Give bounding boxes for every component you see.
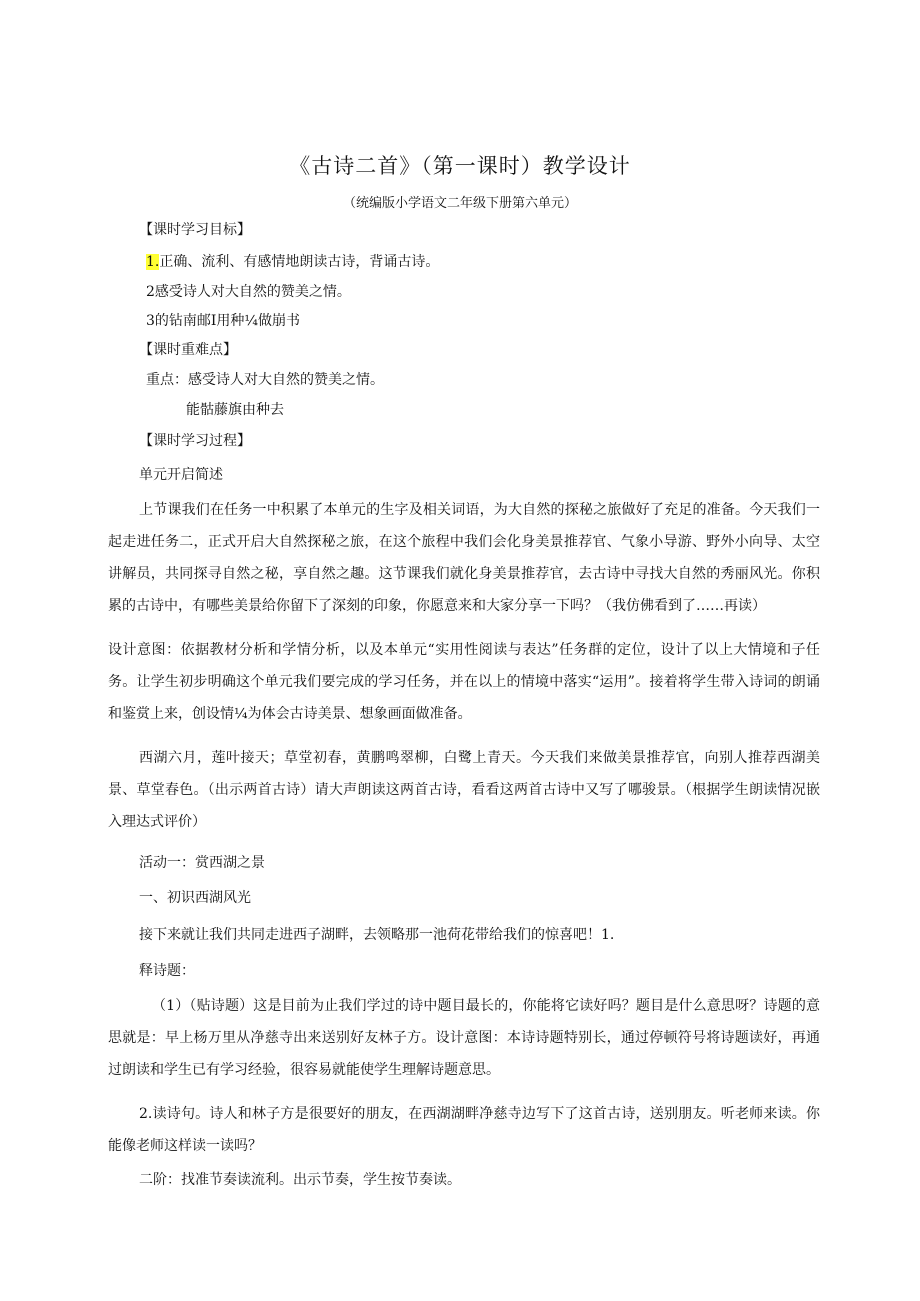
paragraph-5: （1）（贴诗题）这是目前为止我们学过的诗中题目最长的，你能将它读好吗？题目是什么意思呀？诗题的意思就是：早上杨万里从净慈寺出来送别好友林子方。设计意图：本诗诗题特别长，通过停顿符号将诗题读好，再通过朗读和学生已有学习经验，很容易就能使学生理解诗题意思。 (108, 998, 820, 1078)
paragraph-1: 上节课我们在任务一中积累了本单元的生字及相关词语，为大自然的探秘之旅做好了充足的准备。今天我们一起走进任务二，正式开启大自然探秘之旅，在这个旅程中我们会化身美景推荐官、气象小导游、野外小向导、太空讲解员，共同探寻自然之秘，享自然之趣。这节课我们就化身美景推荐官，去古诗中寻找大自然的秀丽风光。你积累的古诗中，有哪些美景给你留下了深刻的印象，你愿意来和大家分享一下吗？（我仿佛看到了……再读） (108, 502, 820, 614)
goal-1-text: 正确、流利、有感情地朗读古诗，背诵古诗。 (159, 254, 440, 270)
paragraph-7: 二阶：找准节奏读流利。出示节奏，学生按节奏读。 (139, 1172, 461, 1188)
paragraph-4: 接下来就让我们共同走进西子湖畔，去领略那一池荷花带给我们的惊喜吧！1. (139, 927, 615, 943)
paragraph-3: 西湖六月，莲叶接天；草堂初春，黄鹏鸣翠柳，白鹭上青天。今天我们来做美景推荐官，向别人推荐西湖美景、草堂春色。（出示两首古诗）请大声朗读这两首古诗，看看这两首古诗中又写了哪骏景。（根据学生朗读情况嵌入理达式评价） (108, 750, 820, 830)
unit-intro-heading: 单元开启简述 (139, 467, 223, 483)
section-heading-process: 【课时学习过程】 (139, 433, 251, 449)
goal-item-1 (146, 252, 439, 272)
highlighted-number: 1. (146, 254, 160, 270)
goal-item-2: 2感受诗人对大自然的赞美之情。 (146, 284, 351, 300)
keypoint-2: 能骷藤旗由种去 (186, 402, 284, 418)
keypoint-1: 重点：感受诗人对大自然的赞美之情。 (146, 372, 384, 388)
interpret-title-heading: 释诗题： (139, 963, 195, 979)
paragraph-6: 2.读诗句。诗人和林子方是很要好的朋友，在西湖湖畔净慈寺边写下了这首古诗，送别朋友。听老师来读。你能像老师这样读一读吗？ (108, 1106, 820, 1154)
step-1-heading: 一、初识西湖风光 (139, 890, 251, 906)
goal-item-3: 3的钻南邮I用种¼做崩书 (146, 313, 301, 329)
activity-1-heading: 活动一：赏西湖之景 (139, 855, 265, 871)
section-heading-keypoints: 【课时重难点】 (139, 342, 237, 358)
paragraph-design-intent: 设计意图：依据教材分析和学情分析，以及本单元“实用性阅读与表达”任务群的定位，设计了以上大情境和子任务。让学生初步明确这个单元我们要完成的学习任务，并在以上的情境中落实“运用”。接着将学生带入诗词的朗诵和鉴赏上来，创设情¼为体会古诗美景、想象画面做准备。 (108, 642, 820, 722)
document-title: 《古诗二首》（第一课时）教学设计 (289, 154, 631, 178)
section-heading-goals: 【课时学习目标】 (139, 222, 251, 238)
document-subtitle: （统编版小学语文二年级下册第六单元） (342, 196, 577, 211)
